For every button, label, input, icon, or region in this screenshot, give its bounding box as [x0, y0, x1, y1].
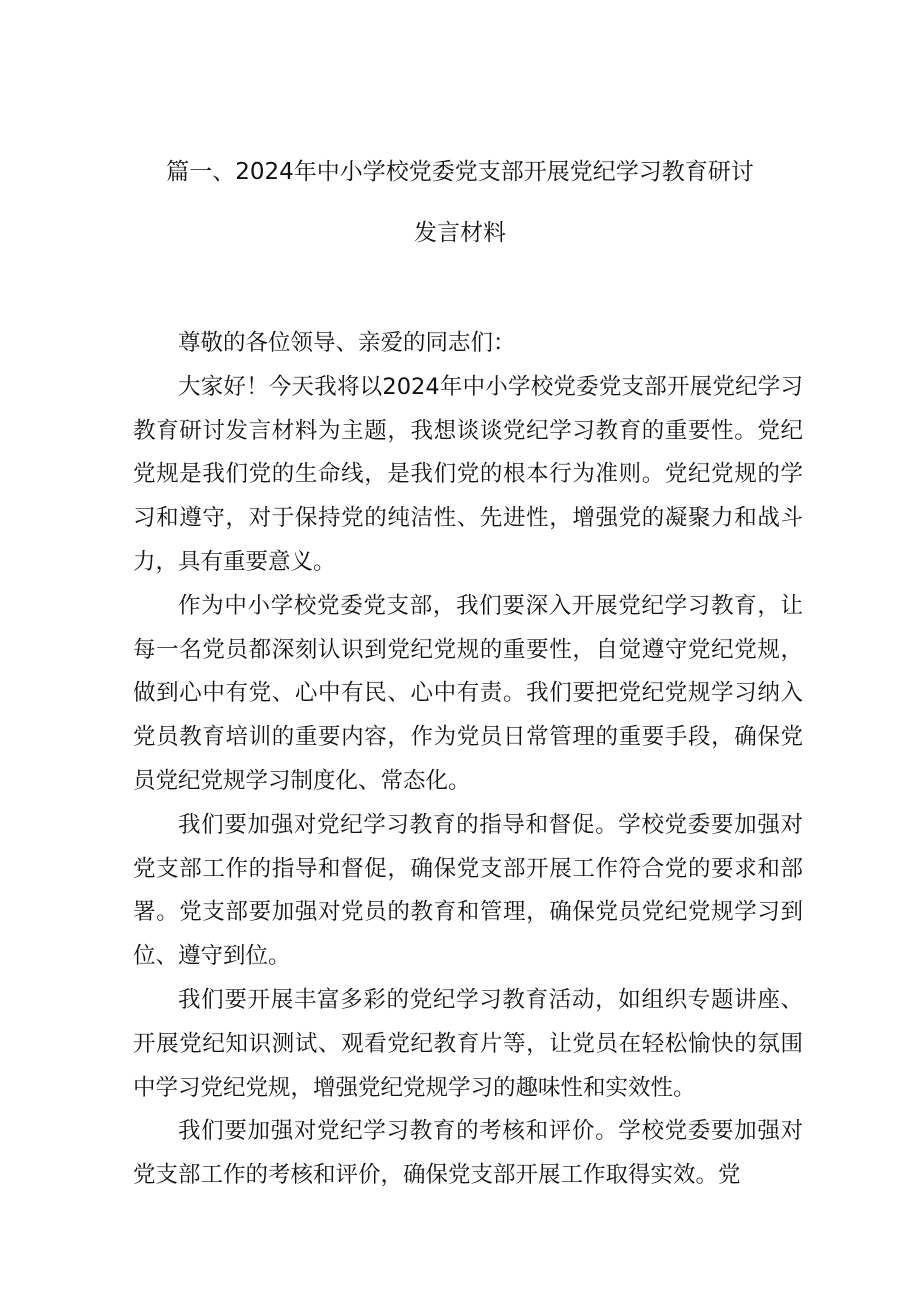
body-paragraph: 我们要加强对党纪学习教育的指导和督促。学校党委要加强对党支部工作的指导和督促，确保党支部开展工作符合党的要求和部署。党支部要加强对党员的教育和管理，确保党员党纪党规学习到位、遵守到位。	[133, 811, 803, 970]
body-paragraph: 我们要开展丰富多彩的党纪学习教育活动，如组织专题讲座、开展党纪知识测试、观看党纪教育片等，让党员在轻松愉快的氛围中学习党纪党规，增强党纪党规学习的趣味性和实效性。	[133, 986, 803, 1101]
document-title-line-2: 发言材料	[414, 220, 506, 246]
body-paragraph: 我们要加强对党纪学习教育的考核和评价。学校党委要加强对党支部工作的考核和评价，确保党支部开展工作取得实效。党	[133, 1118, 803, 1189]
body-paragraph: 大家好！今天我将以2024年中小学校党委党支部开展党纪学习教育研讨发言材料为主题，我想谈谈党纪学习教育的重要性。党纪党规是我们党的生命线，是我们党的根本行为准则。党纪党规的学习和遵守，对于保持党的纯洁性、先进性，增强党的凝聚力和战斗力，具有重要意义。	[133, 373, 803, 575]
document-body	[133, 322, 803, 1198]
document-title-line-1: 篇一、2024年中小学校党委党支部开展党纪学习教育研讨	[166, 159, 754, 185]
body-paragraph: 作为中小学校党委党支部，我们要深入开展党纪学习教育，让每一名党员都深刻认识到党纪党规的重要性，自觉遵守党纪党规，做到心中有党、心中有民、心中有责。我们要把党纪党规学习纳入党员教育培训的重要内容，作为党员日常管理的重要手段，确保党员党纪党规学习制度化、常态化。	[133, 592, 803, 794]
salutation-paragraph: 尊敬的各位领导、亲爱的同志们：	[178, 330, 516, 356]
